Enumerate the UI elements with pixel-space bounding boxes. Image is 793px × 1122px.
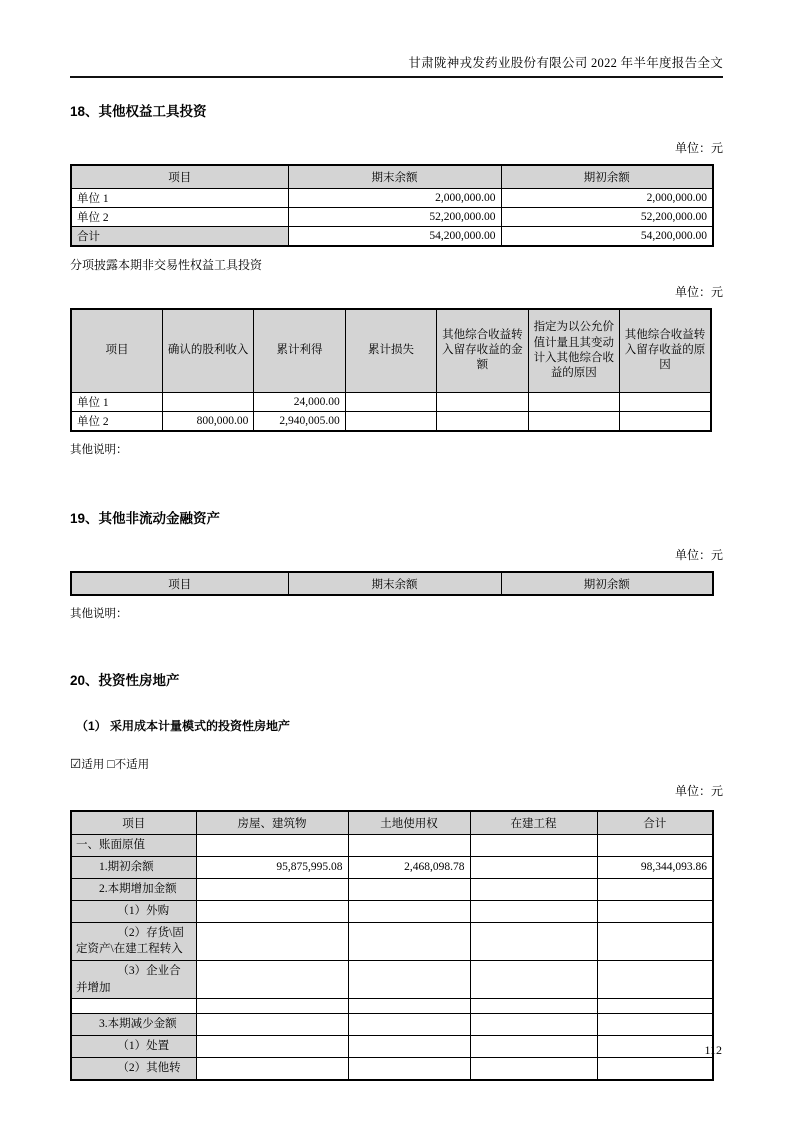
value-cell <box>348 1014 470 1036</box>
value-cell <box>348 878 470 900</box>
row-label-cell: 单位 1 <box>71 393 162 412</box>
table-header-row <box>71 165 713 188</box>
table-row <box>71 1036 713 1058</box>
value-cell <box>597 834 713 856</box>
value-cell <box>162 393 253 412</box>
table-empty-row <box>71 999 713 1014</box>
column-header-beginning-balance: 期初余额 <box>501 165 713 188</box>
header-divider <box>70 76 723 78</box>
row-label-cell: 一、账面原值 <box>71 834 196 856</box>
value-cell <box>597 900 713 922</box>
column-header-total: 合计 <box>597 811 713 834</box>
document-header-title: 甘肃陇神戎发药业股份有限公司 2022 年半年度报告全文 <box>408 56 723 70</box>
value-cell <box>196 1058 348 1080</box>
table-row <box>71 922 713 960</box>
checked-checkbox-icon: ☑ <box>70 757 82 771</box>
table-row <box>71 412 711 432</box>
table-row <box>71 878 713 900</box>
table-row <box>71 1058 713 1080</box>
section-18-heading: 18、其他权益工具投资 <box>70 104 207 119</box>
other-noncurrent-financial-assets-table <box>70 571 714 596</box>
value-cell <box>348 1058 470 1080</box>
unchecked-checkbox-icon: □ <box>107 757 115 771</box>
value-cell <box>470 1036 597 1058</box>
column-header-land-use-rights: 土地使用权 <box>348 811 470 834</box>
row-label-cell: （3）企业合并增加 <box>71 960 196 998</box>
investment-property-cost-model-table <box>70 810 714 1081</box>
value-cell <box>528 393 619 412</box>
value-cell <box>597 922 713 960</box>
value-cell <box>196 1014 348 1036</box>
row-label-cell: 合计 <box>71 226 288 246</box>
value-cell <box>470 1058 597 1080</box>
value-cell <box>470 834 597 856</box>
value-cell <box>196 1036 348 1058</box>
value-cell <box>597 1036 713 1058</box>
value-cell <box>597 999 713 1014</box>
row-label-cell <box>71 999 196 1014</box>
value-cell <box>470 960 597 998</box>
value-cell <box>470 900 597 922</box>
table-row <box>71 834 713 856</box>
value-cell <box>470 999 597 1014</box>
column-header-beginning-balance: 期初余额 <box>501 572 713 595</box>
table-header-row <box>71 572 713 595</box>
unit-label: 单位：元 <box>674 284 723 299</box>
value-cell: 98,344,093.86 <box>597 856 713 878</box>
column-header-oci-transferred-amount: 其他综合收益转入留存收益的金额 <box>437 309 528 393</box>
value-cell: 52,200,000.00 <box>288 207 501 226</box>
column-header-ending-balance: 期末余额 <box>288 165 501 188</box>
value-cell <box>620 412 711 432</box>
row-label-cell: （2）其他转 <box>71 1058 196 1080</box>
column-header-cumulative-loss: 累计损失 <box>345 309 436 393</box>
table-row <box>71 900 713 922</box>
column-header-item: 项目 <box>71 309 162 393</box>
column-header-fair-value-designation-reason: 指定为以公允价值计量且其变动计入其他综合收益的原因 <box>528 309 619 393</box>
section-20-1-subheading: （1） 采用成本计量模式的投资性房地产 <box>76 719 291 733</box>
column-header-construction-in-progress: 在建工程 <box>470 811 597 834</box>
table-row <box>71 1014 713 1036</box>
page-number: 112 <box>704 1043 722 1057</box>
value-cell <box>470 878 597 900</box>
unit-label: 单位：元 <box>674 141 723 155</box>
value-cell: 54,200,000.00 <box>501 226 713 246</box>
value-cell <box>345 393 436 412</box>
column-header-ending-balance: 期末余额 <box>288 572 501 595</box>
row-label-cell: 2.本期增加金额 <box>71 878 196 900</box>
column-header-dividend-income: 确认的股利收入 <box>162 309 253 393</box>
value-cell: 2,000,000.00 <box>288 188 501 207</box>
unit-label: 单位：元 <box>674 548 723 562</box>
value-cell <box>470 1014 597 1036</box>
row-label-cell: 单位 2 <box>71 207 288 226</box>
other-equity-investments-table <box>70 164 714 247</box>
value-cell <box>348 834 470 856</box>
table-row <box>71 856 713 878</box>
value-cell: 2,940,005.00 <box>254 412 345 432</box>
value-cell: 2,468,098.78 <box>348 856 470 878</box>
other-notes-label: 其他说明： <box>70 608 128 620</box>
section-20-heading: 20、投资性房地产 <box>70 673 180 688</box>
page-content <box>70 0 723 1081</box>
value-cell <box>348 999 470 1014</box>
row-label-cell: 1.期初余额 <box>71 856 196 878</box>
value-cell <box>597 1014 713 1036</box>
unit-label: 单位：元 <box>674 784 723 798</box>
value-cell <box>620 393 711 412</box>
table-header-row <box>71 811 713 834</box>
column-header-item: 项目 <box>71 811 196 834</box>
value-cell <box>597 878 713 900</box>
value-cell <box>196 922 348 960</box>
row-label-cell: 3.本期减少金额 <box>71 1014 196 1036</box>
column-header-cumulative-gain: 累计利得 <box>254 309 345 393</box>
column-header-oci-transfer-reason: 其他综合收益转入留存收益的原因 <box>620 309 711 393</box>
value-cell <box>348 922 470 960</box>
value-cell: 800,000.00 <box>162 412 253 432</box>
value-cell <box>437 393 528 412</box>
section-19-heading: 19、其他非流动金融资产 <box>70 511 221 526</box>
value-cell: 24,000.00 <box>254 393 345 412</box>
not-applicable-label: 不适用 <box>114 759 150 771</box>
table-row <box>71 188 713 207</box>
table-row <box>71 393 711 412</box>
value-cell: 52,200,000.00 <box>501 207 713 226</box>
value-cell <box>470 922 597 960</box>
value-cell <box>196 834 348 856</box>
row-label-cell: （2）存货\固定资产\在建工程转入 <box>71 922 196 960</box>
column-header-item: 项目 <box>71 572 288 595</box>
value-cell <box>196 878 348 900</box>
detail-disclosure-note: 分项披露本期非交易性权益工具投资 <box>70 257 263 272</box>
value-cell <box>528 412 619 432</box>
non-trading-equity-instruments-table <box>70 308 712 433</box>
column-header-item: 项目 <box>71 165 288 188</box>
other-notes-label: 其他说明： <box>70 444 128 456</box>
row-label-cell: 单位 1 <box>71 188 288 207</box>
applicable-label: 适用 <box>81 759 105 771</box>
value-cell: 54,200,000.00 <box>288 226 501 246</box>
row-label-cell: 单位 2 <box>71 412 162 432</box>
value-cell <box>348 960 470 998</box>
table-total-row <box>71 226 713 246</box>
value-cell <box>348 1036 470 1058</box>
value-cell <box>597 1058 713 1080</box>
value-cell <box>348 900 470 922</box>
row-label-cell: （1）处置 <box>71 1036 196 1058</box>
row-label-cell: （1）外购 <box>71 900 196 922</box>
value-cell <box>196 900 348 922</box>
value-cell <box>437 412 528 432</box>
value-cell <box>597 960 713 998</box>
table-row <box>71 207 713 226</box>
table-row <box>71 960 713 998</box>
value-cell: 95,875,995.08 <box>196 856 348 878</box>
column-header-buildings: 房屋、建筑物 <box>196 811 348 834</box>
value-cell: 2,000,000.00 <box>501 188 713 207</box>
table-header-row <box>71 309 711 393</box>
applicability-line <box>70 756 723 772</box>
value-cell <box>345 412 436 432</box>
value-cell <box>196 960 348 998</box>
value-cell <box>196 999 348 1014</box>
value-cell <box>470 856 597 878</box>
